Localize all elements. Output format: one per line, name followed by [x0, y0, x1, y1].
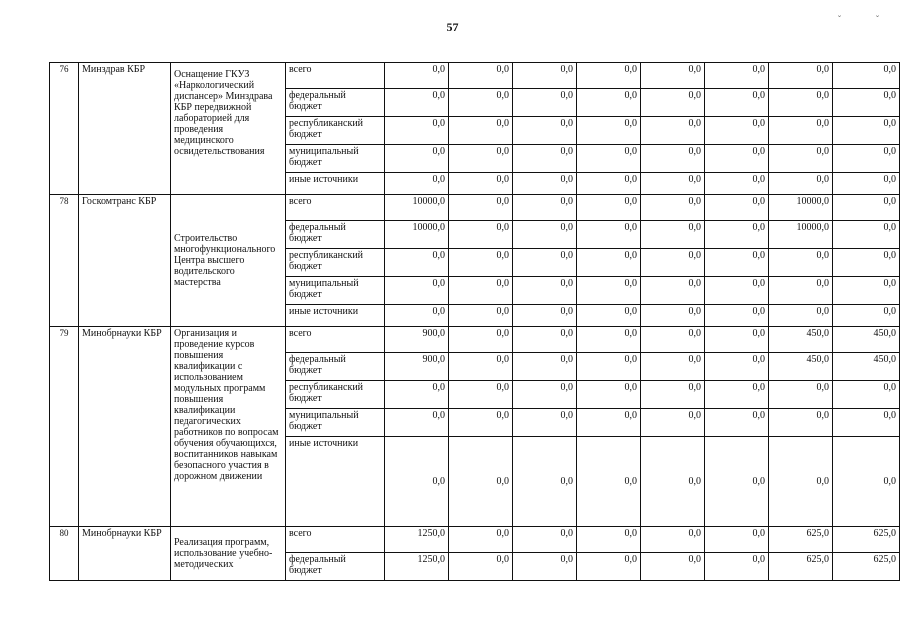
amount-cell: 0,0 — [385, 437, 449, 527]
agency-name: Минобрнауки КБР — [79, 527, 171, 581]
funding-source: всего — [286, 195, 385, 221]
page-number: 57 — [446, 20, 459, 34]
measure-description: Организация и проведение курсов повышения квалификации с использованием модульных программ повышения квалификации педагогических работников по вопросам обучения обучающихся, воспитанников навыкам безопасного участия в дорожном движении — [171, 327, 286, 527]
amount-cell: 0,0 — [449, 305, 513, 327]
amount-cell: 0,0 — [513, 527, 577, 553]
agency-name: Минздрав КБР — [79, 63, 171, 195]
amount-cell: 0,0 — [705, 327, 769, 353]
funding-source: федеральный бюджет — [286, 553, 385, 581]
amount-cell: 0,0 — [577, 305, 641, 327]
scan-mark: ˘ — [876, 14, 879, 24]
funding-source: всего — [286, 63, 385, 89]
amount-cell: 0,0 — [449, 145, 513, 173]
funding-source: муниципальный бюджет — [286, 277, 385, 305]
amount-cell: 0,0 — [513, 117, 577, 145]
amount-cell: 0,0 — [513, 145, 577, 173]
amount-cell: 0,0 — [769, 409, 833, 437]
amount-cell: 0,0 — [577, 173, 641, 195]
amount-cell: 0,0 — [769, 145, 833, 173]
agency-name: Госкомтранс КБР — [79, 195, 171, 327]
amount-cell: 0,0 — [513, 353, 577, 381]
amount-cell: 0,0 — [833, 277, 900, 305]
budget-table — [49, 62, 900, 581]
amount-cell: 0,0 — [513, 249, 577, 277]
amount-cell: 0,0 — [449, 221, 513, 249]
amount-cell: 0,0 — [449, 173, 513, 195]
amount-cell: 0,0 — [705, 249, 769, 277]
amount-cell: 0,0 — [449, 553, 513, 581]
amount-cell: 0,0 — [577, 249, 641, 277]
funding-source: муниципальный бюджет — [286, 145, 385, 173]
amount-cell: 0,0 — [385, 409, 449, 437]
amount-cell: 0,0 — [641, 381, 705, 409]
amount-cell: 0,0 — [513, 305, 577, 327]
measure-description: Строительство многофункционального Центра высшего водительского мастерства — [171, 195, 286, 327]
amount-cell: 0,0 — [833, 221, 900, 249]
amount-cell: 0,0 — [513, 221, 577, 249]
amount-cell: 0,0 — [769, 381, 833, 409]
amount-cell: 0,0 — [513, 553, 577, 581]
amount-cell: 0,0 — [449, 381, 513, 409]
amount-cell: 0,0 — [641, 145, 705, 173]
amount-cell: 0,0 — [705, 381, 769, 409]
table-row — [50, 195, 900, 221]
amount-cell: 625,0 — [833, 527, 900, 553]
funding-source: федеральный бюджет — [286, 353, 385, 381]
amount-cell: 0,0 — [449, 437, 513, 527]
amount-cell: 900,0 — [385, 327, 449, 353]
amount-cell: 0,0 — [641, 553, 705, 581]
amount-cell: 0,0 — [513, 89, 577, 117]
amount-cell: 900,0 — [385, 353, 449, 381]
amount-cell: 1250,0 — [385, 553, 449, 581]
amount-cell: 0,0 — [769, 117, 833, 145]
budget-table-body — [50, 63, 900, 581]
funding-source: республиканский бюджет — [286, 381, 385, 409]
table-row — [50, 327, 900, 353]
amount-cell: 0,0 — [641, 221, 705, 249]
table-row — [50, 527, 900, 553]
amount-cell: 0,0 — [641, 353, 705, 381]
row-number: 79 — [50, 327, 79, 527]
amount-cell: 0,0 — [577, 195, 641, 221]
amount-cell: 1250,0 — [385, 527, 449, 553]
amount-cell: 0,0 — [513, 437, 577, 527]
amount-cell: 0,0 — [577, 63, 641, 89]
scan-mark: ˘ — [838, 14, 841, 24]
amount-cell: 0,0 — [449, 63, 513, 89]
amount-cell: 0,0 — [385, 305, 449, 327]
amount-cell: 0,0 — [577, 277, 641, 305]
amount-cell: 0,0 — [449, 353, 513, 381]
amount-cell: 0,0 — [641, 527, 705, 553]
amount-cell: 0,0 — [513, 195, 577, 221]
funding-source: иные источники — [286, 305, 385, 327]
amount-cell: 0,0 — [769, 89, 833, 117]
amount-cell: 0,0 — [769, 437, 833, 527]
amount-cell: 0,0 — [705, 527, 769, 553]
amount-cell: 0,0 — [833, 195, 900, 221]
amount-cell: 0,0 — [641, 249, 705, 277]
agency-name: Минобрнауки КБР — [79, 327, 171, 527]
amount-cell: 0,0 — [513, 381, 577, 409]
amount-cell: 0,0 — [577, 145, 641, 173]
funding-source: иные источники — [286, 173, 385, 195]
amount-cell: 0,0 — [833, 409, 900, 437]
amount-cell: 0,0 — [641, 195, 705, 221]
amount-cell: 0,0 — [705, 145, 769, 173]
amount-cell: 0,0 — [641, 305, 705, 327]
funding-source: федеральный бюджет — [286, 221, 385, 249]
amount-cell: 0,0 — [577, 553, 641, 581]
amount-cell: 0,0 — [449, 327, 513, 353]
amount-cell: 0,0 — [385, 89, 449, 117]
amount-cell: 0,0 — [833, 305, 900, 327]
amount-cell: 0,0 — [577, 221, 641, 249]
amount-cell: 0,0 — [705, 63, 769, 89]
amount-cell: 0,0 — [385, 117, 449, 145]
amount-cell: 10000,0 — [769, 221, 833, 249]
amount-cell: 0,0 — [769, 173, 833, 195]
amount-cell: 0,0 — [385, 381, 449, 409]
amount-cell: 0,0 — [513, 277, 577, 305]
amount-cell: 450,0 — [769, 353, 833, 381]
amount-cell: 10000,0 — [385, 195, 449, 221]
amount-cell: 625,0 — [769, 527, 833, 553]
measure-description: Реализация программ, использование учебно-методических — [171, 527, 286, 581]
table-row — [50, 63, 900, 89]
amount-cell: 0,0 — [641, 89, 705, 117]
amount-cell: 0,0 — [449, 409, 513, 437]
funding-source: республиканский бюджет — [286, 249, 385, 277]
amount-cell: 0,0 — [641, 63, 705, 89]
amount-cell: 0,0 — [641, 437, 705, 527]
amount-cell: 0,0 — [705, 277, 769, 305]
amount-cell: 0,0 — [513, 63, 577, 89]
amount-cell: 0,0 — [385, 63, 449, 89]
amount-cell: 0,0 — [705, 353, 769, 381]
amount-cell: 0,0 — [577, 437, 641, 527]
amount-cell: 0,0 — [705, 117, 769, 145]
amount-cell: 450,0 — [769, 327, 833, 353]
amount-cell: 0,0 — [705, 89, 769, 117]
amount-cell: 0,0 — [769, 305, 833, 327]
row-number: 78 — [50, 195, 79, 327]
row-number: 76 — [50, 63, 79, 195]
amount-cell: 0,0 — [705, 173, 769, 195]
amount-cell: 0,0 — [577, 409, 641, 437]
amount-cell: 0,0 — [385, 249, 449, 277]
amount-cell: 0,0 — [833, 173, 900, 195]
amount-cell: 0,0 — [513, 327, 577, 353]
row-number: 80 — [50, 527, 79, 581]
amount-cell: 0,0 — [513, 173, 577, 195]
amount-cell: 0,0 — [769, 63, 833, 89]
funding-source: всего — [286, 527, 385, 553]
amount-cell: 0,0 — [641, 173, 705, 195]
amount-cell: 0,0 — [705, 221, 769, 249]
measure-description: Оснащение ГКУЗ «Наркологический диспансер» Минздрава КБР передвижной лабораторией для проведения медицинского освидетельствования — [171, 63, 286, 195]
amount-cell: 0,0 — [449, 89, 513, 117]
amount-cell: 0,0 — [577, 327, 641, 353]
amount-cell: 10000,0 — [769, 195, 833, 221]
amount-cell: 0,0 — [641, 117, 705, 145]
amount-cell: 0,0 — [769, 249, 833, 277]
funding-source: муниципальный бюджет — [286, 409, 385, 437]
amount-cell: 10000,0 — [385, 221, 449, 249]
amount-cell: 0,0 — [577, 353, 641, 381]
amount-cell: 0,0 — [577, 117, 641, 145]
amount-cell: 450,0 — [833, 327, 900, 353]
funding-source: федеральный бюджет — [286, 89, 385, 117]
amount-cell: 0,0 — [385, 145, 449, 173]
amount-cell: 0,0 — [833, 89, 900, 117]
amount-cell: 0,0 — [449, 527, 513, 553]
amount-cell: 0,0 — [705, 305, 769, 327]
amount-cell: 0,0 — [641, 277, 705, 305]
amount-cell: 0,0 — [577, 381, 641, 409]
amount-cell: 625,0 — [833, 553, 900, 581]
amount-cell: 0,0 — [833, 437, 900, 527]
amount-cell: 0,0 — [641, 327, 705, 353]
amount-cell: 0,0 — [449, 117, 513, 145]
amount-cell: 0,0 — [705, 409, 769, 437]
amount-cell: 0,0 — [449, 277, 513, 305]
amount-cell: 0,0 — [641, 409, 705, 437]
amount-cell: 0,0 — [577, 527, 641, 553]
amount-cell: 0,0 — [833, 63, 900, 89]
amount-cell: 450,0 — [833, 353, 900, 381]
amount-cell: 0,0 — [769, 277, 833, 305]
amount-cell: 0,0 — [449, 249, 513, 277]
amount-cell: 0,0 — [705, 195, 769, 221]
amount-cell: 0,0 — [513, 409, 577, 437]
amount-cell: 0,0 — [385, 277, 449, 305]
amount-cell: 0,0 — [833, 249, 900, 277]
amount-cell: 0,0 — [577, 89, 641, 117]
amount-cell: 0,0 — [833, 145, 900, 173]
amount-cell: 0,0 — [705, 553, 769, 581]
amount-cell: 0,0 — [705, 437, 769, 527]
amount-cell: 0,0 — [449, 195, 513, 221]
amount-cell: 0,0 — [833, 381, 900, 409]
amount-cell: 625,0 — [769, 553, 833, 581]
amount-cell: 0,0 — [833, 117, 900, 145]
funding-source: республиканский бюджет — [286, 117, 385, 145]
amount-cell: 0,0 — [385, 173, 449, 195]
funding-source: иные источники — [286, 437, 385, 527]
funding-source: всего — [286, 327, 385, 353]
